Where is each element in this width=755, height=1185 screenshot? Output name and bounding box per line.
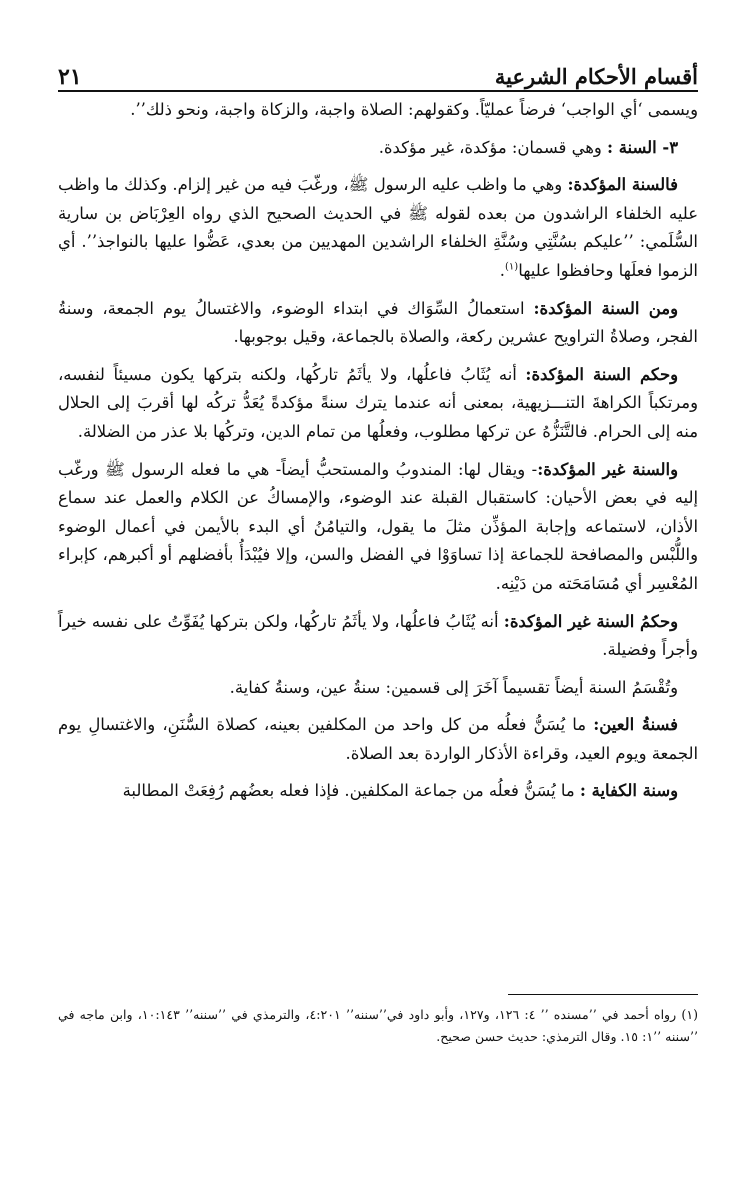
footnote-marker: (١)	[681, 1007, 698, 1022]
footnote-reference: (١)	[505, 261, 519, 273]
paragraph-term: وحكم السنة المؤكدة:	[525, 364, 679, 384]
paragraph: والسنة غير المؤكدة:- ويقال لها: المندوبُ والمستحبُّ أيضاً- هي ما فعله الرسول ﷺ ورغّب إليه في بعض الأحيان: كاستقبال القبلة عند الوضوء، والإمساكُ عن الكلام والعمل عند سماع الأذان، لاستماعه وإجابة المؤذِّن مثلَ ما يقول، والتيامُنُ أي البدء بالأيمن في أعمال الوضوء واللُّبْس والمصافحة للجماعة إذا تساوَوْا في الفضل والسن، وإلا فيُبْدَأُ بأفضلهم أو أكبرهم، كإبراء المُعْسِر أي مُسَامَحَته من دَيْنِه.	[58, 459, 698, 593]
paragraph-term: ٣- السنة :	[607, 137, 678, 157]
footnote	[58, 1004, 698, 1048]
paragraph-term: ومن السنة المؤكدة:	[533, 298, 678, 318]
paragraph: وتُقْسَمُ السنة أيضاً تقسيماً آخَرَ إلى قسمين: سنةُ عين، وسنةُ كفاية.	[229, 677, 678, 697]
page-header	[58, 52, 698, 90]
footnote-text: رواه أحمد في ’’مسنده ’’ ٤: ١٢٦، و١٢٧، وأبو داود في’’سننه’’ ٤:٢٠١، والترمذي في ’’سننه’’ ١٠:١٤٣، وابن ماجه في ’’سننه ’’١: ١٥. وقال الترمذي: حديث حسن صحيح.	[58, 1007, 698, 1044]
paragraph: ويسمى ‘أي الواجب‘ فرضاً عمليّاً. وكقولهم: الصلاة واجبة، والزكاة واجبة، ونحو ذلك’’.	[130, 100, 698, 119]
paragraph: فالسنة المؤكدة: وهي ما واظب عليه الرسول ﷺ، ورغّبَ فيه من غير إلزام. وكذلك ما واظب عليه الخلفاء الراشدون من بعده لقوله ﷺ في الحديث الصحيح الذي رواه العِرْبَاض بن سارية السُّلَمي: ’’عليكم بسُنَّتِي وسُنَّةِ الخلفاء الراشدين المهديين من بعدي، عَضُّوا عليها بالنواجذ’’. أي الزموا فعلَها وحافظوا عليها$^{(١)}$.	[58, 175, 698, 280]
paragraph: وحكمُ السنة غير المؤكدة: أنه يُثَابُ فاعلُها، ولا يأثَمُ تاركُها، ولكن بتركها يُفَوِّتُ على نفسه خيراً وأجراً وفضيلة.	[58, 611, 698, 660]
document-page	[58, 52, 698, 1152]
paragraph-term: وسنة الكفاية :	[579, 781, 678, 801]
footnote-rule	[508, 994, 698, 995]
paragraph-term: وحكمُ السنة غير المؤكدة:	[503, 611, 678, 631]
main-text	[58, 96, 698, 815]
chapter-title: أقسام الأحكام الشرعية	[494, 64, 698, 89]
header-rule	[58, 90, 698, 92]
paragraph: وحكم السنة المؤكدة: أنه يُثَابُ فاعلُها، ولا يأثَمُ تاركُها، ولكنه بتركها يكون مسيئاً لنفسه، ومرتكباً الكراهةَ التنـــزيهية، بمعنى أنه عندما يترك سنةً مؤكدةً يُعَدُّ تركُه لها أقربَ إلى الحلال منه إلى الحرام. فالتَّنَزُّهُ عن تركها مطلوب، وفعلُها من تمام الدين، وتركُها بلا عذر من الضلالة.	[58, 364, 698, 441]
paragraph: وسنة الكفاية : ما يُسَنُّ فعلُه من جماعة المكلفين. فإذا فعله بعضُهم رُفِعَتْ المطالبة	[122, 781, 678, 801]
paragraph-term: فسنةُ العين:	[593, 715, 678, 735]
page-number: ٢١	[58, 64, 82, 90]
paragraph: فسنةُ العين: ما يُسَنُّ فعلُه من كل واحد من المكلفين بعينه، كصلاة السُّنَنِ، والاغتسالِ يوم الجمعة ويوم العيد، وقراءة الأذكار الواردة بعد الصلاة.	[58, 715, 698, 763]
paragraph-term: والسنة غير المؤكدة:	[537, 459, 678, 479]
paragraph: ومن السنة المؤكدة: استعمالُ السِّوَاك في ابتداء الوضوء، والاغتسالُ يوم الجمعة، وسنةُ الفجر، وصلاةُ التراويح عشرين ركعة، والصلاة بالجماعة، وقيل بوجوبها.	[58, 298, 698, 347]
paragraph-term: فالسنة المؤكدة:	[567, 175, 678, 195]
paragraph: ٣- السنة : وهي قسمان: مؤكدة، غير مؤكدة.	[378, 137, 678, 157]
